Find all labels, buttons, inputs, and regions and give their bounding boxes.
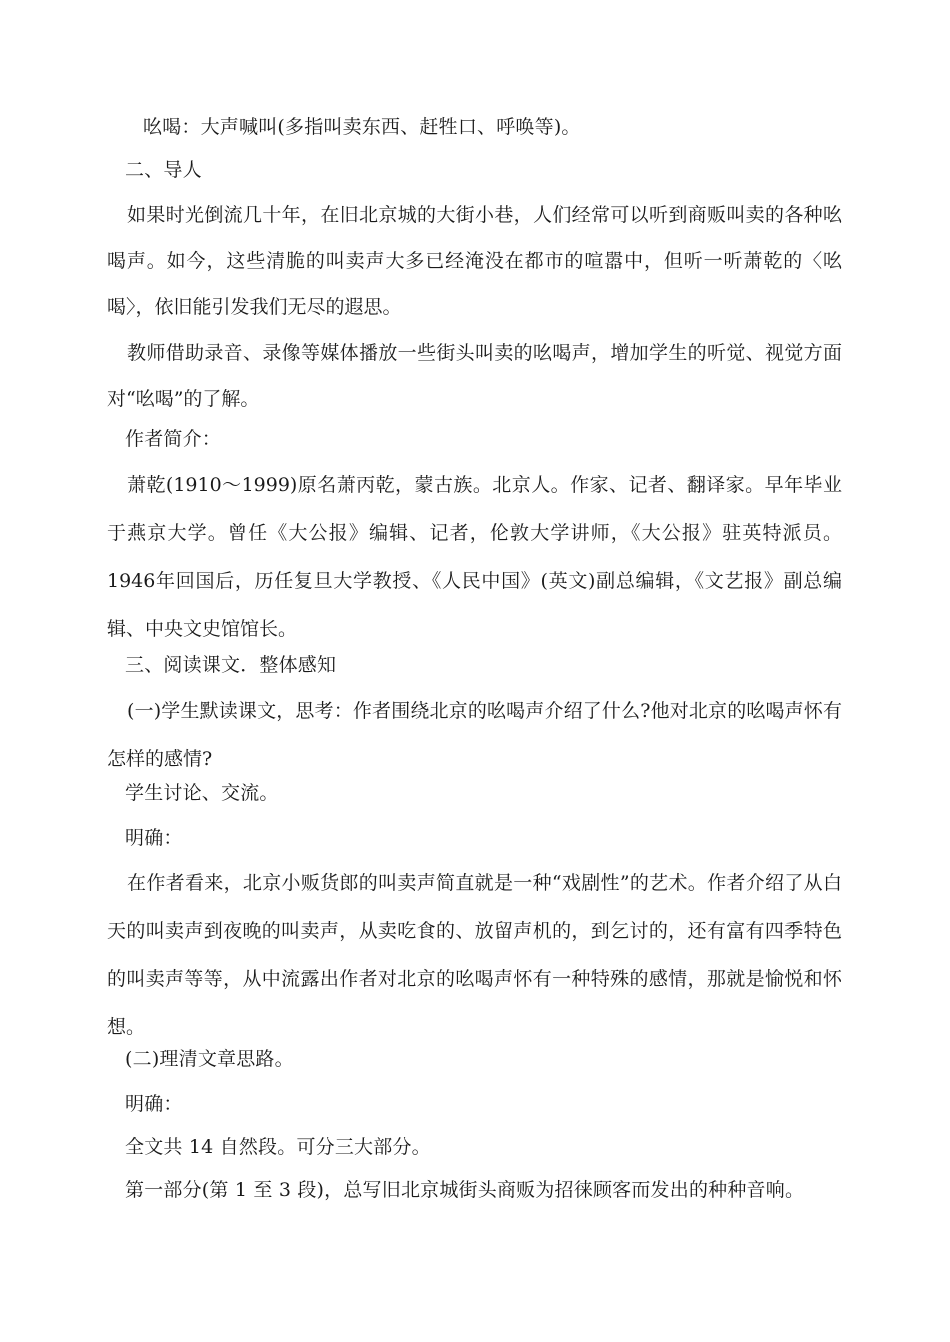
question-paragraph-block [107,687,842,783]
author-paragraph-block [107,461,842,653]
intro-paragraph-block [107,192,842,330]
section-heading-reading: 三、阅读课文．整体感知 [125,654,337,676]
author-paragraph: 萧乾(1910～1999)原名萧丙乾，蒙古族。北京人。作家、记者、翻译家。早年毕业于燕京大学。曾任《大公报》编辑、记者，伦敦大学讲师，《大公报》驻英特派员。1946年回国后，历任复旦大学教授、《人民中国》(英文)副总编辑，《文艺报》副总编辑、中央文史馆馆长。 [107,474,842,640]
paragraph-count-line: 全文共 14 自然段。可分三大部分。 [125,1136,431,1158]
intro-paragraph: 如果时光倒流几十年，在旧北京城的大街小巷，人们经常可以听到商贩叫卖的各种吆喝声。如今，这些清脆的叫卖声大多已经淹没在都市的喧嚣中，但听一听萧乾的〈吆喝〉，依旧能引发我们无尽的遐思。 [107,204,842,318]
structure-heading: (二)理清文章思路。 [125,1048,294,1070]
answer-paragraph-block [107,859,842,1051]
definition-line: 吆喝：大声喊叫(多指叫卖东西、赶牲口、呼唤等)。 [143,116,581,138]
discussion-line: 学生讨论、交流。 [125,782,279,804]
clarify-label-1: 明确： [125,827,183,849]
section-heading-intro: 二、导人 [125,159,202,181]
answer-paragraph: 在作者看来，北京小贩货郎的叫卖声简直就是一种“戏剧性”的艺术。作者介绍了从白天的叫卖声到夜晚的叫卖声，从卖吃食的、放留声机的，到乞讨的，还有富有四季特色的叫卖声等等，从中流露出作者对北京的吆喝声怀有一种特殊的感情，那就是愉悦和怀想。 [107,872,842,1038]
part-one-line: 第一部分(第 1 至 3 段)，总写旧北京城街头商贩为招徕顾客而发出的种种音响。 [125,1179,805,1201]
clarify-label-2: 明确： [125,1093,183,1115]
author-heading: 作者简介： [125,428,222,450]
teacher-paragraph-block [107,330,842,422]
question-paragraph: (一)学生默读课文，思考：作者围绕北京的吆喝声介绍了什么?他对北京的吆喝声怀有怎样的感情? [107,700,842,770]
teacher-paragraph: 教师借助录音、录像等媒体播放一些街头叫卖的吆喝声，增加学生的听觉、视觉方面对“吆喝”的了解。 [107,342,842,410]
